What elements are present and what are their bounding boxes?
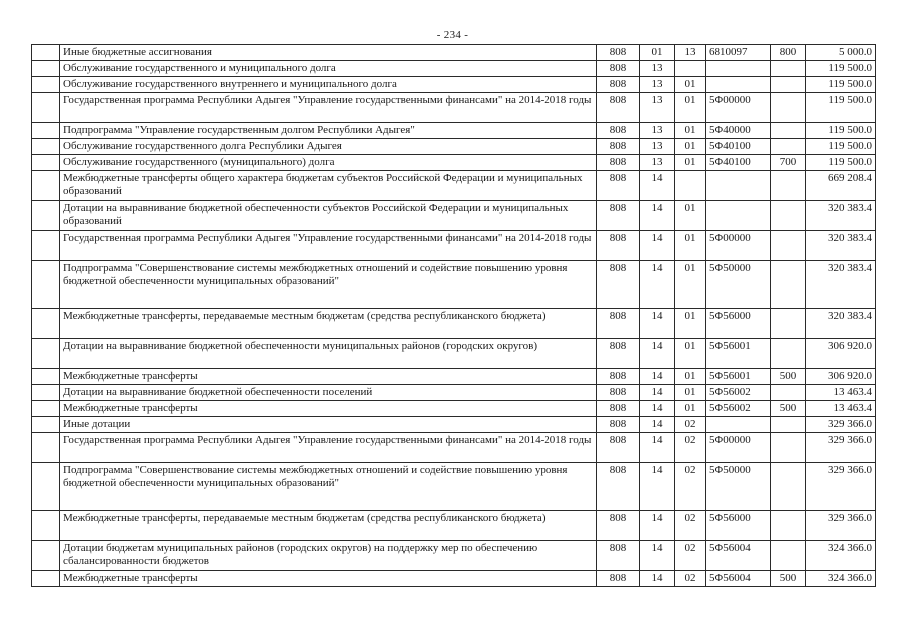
row-subsection-code: 01 — [675, 123, 706, 139]
table-row — [32, 571, 876, 587]
row-subsection-code: 02 — [675, 463, 706, 511]
row-subsection-code: 01 — [675, 139, 706, 155]
row-amount: 320 383.4 — [806, 231, 876, 261]
row-amount: 329 366.0 — [806, 463, 876, 511]
row-expense-type — [771, 433, 806, 463]
row-subsection-code: 02 — [675, 541, 706, 571]
row-target-article: 5Ф50000 — [706, 463, 771, 511]
row-number-cell — [32, 401, 60, 417]
row-expense-type — [771, 123, 806, 139]
row-section-code: 13 — [640, 139, 675, 155]
row-target-article: 5Ф56004 — [706, 571, 771, 587]
row-section-code: 13 — [640, 61, 675, 77]
row-section-code: 14 — [640, 201, 675, 231]
row-name: Межбюджетные трансферты — [60, 369, 597, 385]
table-row — [32, 139, 876, 155]
table-row — [32, 417, 876, 433]
row-target-article — [706, 171, 771, 201]
table-row — [32, 45, 876, 61]
row-ved-code: 808 — [597, 339, 640, 369]
row-expense-type — [771, 201, 806, 231]
row-expense-type — [771, 261, 806, 309]
row-amount: 320 383.4 — [806, 201, 876, 231]
row-name: Государственная программа Республики Адыгея "Управление государственными финансами" на 2014-2018 годы — [60, 93, 597, 123]
row-name: Межбюджетные трансферты общего характера бюджетам субъектов Российской Федерации и муниципальных образований — [60, 171, 597, 201]
row-section-code: 14 — [640, 511, 675, 541]
row-number-cell — [32, 155, 60, 171]
row-expense-type — [771, 417, 806, 433]
row-name: Обслуживание государственного (муниципального) долга — [60, 155, 597, 171]
row-section-code: 01 — [640, 45, 675, 61]
row-ved-code: 808 — [597, 61, 640, 77]
row-subsection-code: 02 — [675, 417, 706, 433]
row-target-article: 5Ф50000 — [706, 261, 771, 309]
row-expense-type: 700 — [771, 155, 806, 171]
row-section-code: 14 — [640, 433, 675, 463]
row-ved-code: 808 — [597, 45, 640, 61]
row-ved-code: 808 — [597, 77, 640, 93]
row-expense-type — [771, 385, 806, 401]
row-section-code: 14 — [640, 339, 675, 369]
table-row — [32, 155, 876, 171]
row-section-code: 14 — [640, 261, 675, 309]
row-target-article: 5Ф56001 — [706, 339, 771, 369]
row-ved-code: 808 — [597, 369, 640, 385]
row-ved-code: 808 — [597, 463, 640, 511]
table-row — [32, 201, 876, 231]
table-row — [32, 261, 876, 309]
row-subsection-code: 01 — [675, 155, 706, 171]
row-name: Межбюджетные трансферты, передаваемые местным бюджетам (средства республиканского бюджета) — [60, 309, 597, 339]
row-target-article: 5Ф40100 — [706, 155, 771, 171]
row-target-article — [706, 417, 771, 433]
row-name: Дотации на выравнивание бюджетной обеспеченности поселений — [60, 385, 597, 401]
table-row — [32, 433, 876, 463]
row-target-article: 5Ф40100 — [706, 139, 771, 155]
row-expense-type: 500 — [771, 369, 806, 385]
row-target-article — [706, 201, 771, 231]
table-row — [32, 123, 876, 139]
row-ved-code: 808 — [597, 401, 640, 417]
row-target-article: 6810097 — [706, 45, 771, 61]
row-number-cell — [32, 231, 60, 261]
row-subsection-code: 01 — [675, 401, 706, 417]
row-target-article — [706, 61, 771, 77]
row-name: Подпрограмма "Управление государственным долгом Республики Адыгея" — [60, 123, 597, 139]
row-name: Дотации на выравнивание бюджетной обеспеченности субъектов Российской Федерации и муниципальных образований — [60, 201, 597, 231]
row-expense-type — [771, 511, 806, 541]
table-row — [32, 385, 876, 401]
row-name: Обслуживание государственного и муниципального долга — [60, 61, 597, 77]
table-row — [32, 77, 876, 93]
row-ved-code: 808 — [597, 571, 640, 587]
row-ved-code: 808 — [597, 201, 640, 231]
row-expense-type — [771, 77, 806, 93]
row-amount: 324 366.0 — [806, 571, 876, 587]
row-ved-code: 808 — [597, 541, 640, 571]
row-number-cell — [32, 571, 60, 587]
row-subsection-code: 01 — [675, 385, 706, 401]
table-row — [32, 93, 876, 123]
row-amount: 13 463.4 — [806, 401, 876, 417]
row-section-code: 14 — [640, 463, 675, 511]
row-subsection-code: 01 — [675, 309, 706, 339]
row-name: Обслуживание государственного внутреннего и муниципального долга — [60, 77, 597, 93]
row-section-code: 14 — [640, 171, 675, 201]
row-section-code: 14 — [640, 385, 675, 401]
row-expense-type — [771, 339, 806, 369]
row-subsection-code: 01 — [675, 201, 706, 231]
row-name: Межбюджетные трансферты, передаваемые местным бюджетам (средства республиканского бюджета) — [60, 511, 597, 541]
table-row — [32, 511, 876, 541]
table-row — [32, 231, 876, 261]
row-amount: 5 000.0 — [806, 45, 876, 61]
row-target-article — [706, 77, 771, 93]
row-subsection-code: 01 — [675, 369, 706, 385]
table-row — [32, 309, 876, 339]
row-section-code: 14 — [640, 231, 675, 261]
table-row — [32, 339, 876, 369]
row-target-article: 5Ф56002 — [706, 401, 771, 417]
row-number-cell — [32, 201, 60, 231]
row-section-code: 13 — [640, 77, 675, 93]
row-amount: 119 500.0 — [806, 93, 876, 123]
table-row — [32, 369, 876, 385]
row-expense-type — [771, 93, 806, 123]
row-number-cell — [32, 385, 60, 401]
row-expense-type — [771, 541, 806, 571]
row-name: Подпрограмма "Совершенствование системы межбюджетных отношений и содействие повышению уровня бюджетной обеспеченности муниципальных образований" — [60, 261, 597, 309]
row-name: Иные бюджетные ассигнования — [60, 45, 597, 61]
row-number-cell — [32, 309, 60, 339]
row-expense-type: 500 — [771, 571, 806, 587]
row-number-cell — [32, 77, 60, 93]
row-expense-type — [771, 231, 806, 261]
table-row — [32, 401, 876, 417]
row-subsection-code: 13 — [675, 45, 706, 61]
row-name: Обслуживание государственного долга Республики Адыгея — [60, 139, 597, 155]
row-amount: 119 500.0 — [806, 123, 876, 139]
row-section-code: 14 — [640, 401, 675, 417]
row-amount: 306 920.0 — [806, 339, 876, 369]
row-amount: 13 463.4 — [806, 385, 876, 401]
row-target-article: 5Ф56000 — [706, 309, 771, 339]
row-ved-code: 808 — [597, 261, 640, 309]
row-section-code: 13 — [640, 123, 675, 139]
row-target-article: 5Ф00000 — [706, 231, 771, 261]
row-number-cell — [32, 139, 60, 155]
row-amount: 320 383.4 — [806, 309, 876, 339]
table-row — [32, 541, 876, 571]
row-name: Подпрограмма "Совершенствование системы межбюджетных отношений и содействие повышению уровня бюджетной обеспеченности муниципальных образований" — [60, 463, 597, 511]
row-number-cell — [32, 93, 60, 123]
table-row — [32, 171, 876, 201]
row-number-cell — [32, 463, 60, 511]
row-ved-code: 808 — [597, 309, 640, 339]
row-number-cell — [32, 45, 60, 61]
row-target-article: 5Ф56000 — [706, 511, 771, 541]
row-target-article: 5Ф56001 — [706, 369, 771, 385]
row-amount: 329 366.0 — [806, 433, 876, 463]
row-amount: 119 500.0 — [806, 77, 876, 93]
row-amount: 329 366.0 — [806, 417, 876, 433]
row-target-article: 5Ф00000 — [706, 93, 771, 123]
budget-table — [31, 44, 876, 587]
row-expense-type: 500 — [771, 401, 806, 417]
row-section-code: 14 — [640, 309, 675, 339]
row-subsection-code: 01 — [675, 93, 706, 123]
row-subsection-code: 01 — [675, 339, 706, 369]
row-expense-type: 800 — [771, 45, 806, 61]
row-ved-code: 808 — [597, 93, 640, 123]
row-number-cell — [32, 433, 60, 463]
row-target-article: 5Ф00000 — [706, 433, 771, 463]
row-section-code: 13 — [640, 93, 675, 123]
row-subsection-code: 02 — [675, 571, 706, 587]
row-number-cell — [32, 171, 60, 201]
row-number-cell — [32, 541, 60, 571]
row-ved-code: 808 — [597, 155, 640, 171]
row-subsection-code: 02 — [675, 433, 706, 463]
row-name: Дотации на выравнивание бюджетной обеспеченности муниципальных районов (городских округов) — [60, 339, 597, 369]
row-name: Иные дотации — [60, 417, 597, 433]
row-name: Дотации бюджетам муниципальных районов (городских округов) на поддержку мер по обеспечению сбалансированности бюджетов — [60, 541, 597, 571]
row-expense-type — [771, 139, 806, 155]
row-number-cell — [32, 261, 60, 309]
row-subsection-code — [675, 61, 706, 77]
row-ved-code: 808 — [597, 123, 640, 139]
row-section-code: 13 — [640, 155, 675, 171]
row-amount: 119 500.0 — [806, 139, 876, 155]
row-number-cell — [32, 417, 60, 433]
table-row — [32, 463, 876, 511]
row-number-cell — [32, 369, 60, 385]
row-number-cell — [32, 339, 60, 369]
row-subsection-code: 01 — [675, 231, 706, 261]
row-section-code: 14 — [640, 541, 675, 571]
row-amount: 324 366.0 — [806, 541, 876, 571]
row-amount: 329 366.0 — [806, 511, 876, 541]
row-amount: 320 383.4 — [806, 261, 876, 309]
row-ved-code: 808 — [597, 417, 640, 433]
row-expense-type — [771, 463, 806, 511]
row-ved-code: 808 — [597, 171, 640, 201]
row-target-article: 5Ф40000 — [706, 123, 771, 139]
row-name: Межбюджетные трансферты — [60, 401, 597, 417]
row-ved-code: 808 — [597, 139, 640, 155]
row-subsection-code: 01 — [675, 77, 706, 93]
row-ved-code: 808 — [597, 231, 640, 261]
row-ved-code: 808 — [597, 385, 640, 401]
row-number-cell — [32, 61, 60, 77]
row-target-article: 5Ф56002 — [706, 385, 771, 401]
row-subsection-code — [675, 171, 706, 201]
row-section-code: 14 — [640, 417, 675, 433]
row-name: Государственная программа Республики Адыгея "Управление государственными финансами" на 2014-2018 годы — [60, 433, 597, 463]
row-target-article: 5Ф56004 — [706, 541, 771, 571]
row-section-code: 14 — [640, 369, 675, 385]
row-expense-type — [771, 171, 806, 201]
row-amount: 669 208.4 — [806, 171, 876, 201]
row-section-code: 14 — [640, 571, 675, 587]
row-name: Межбюджетные трансферты — [60, 571, 597, 587]
row-number-cell — [32, 123, 60, 139]
page-number: - 234 - — [436, 29, 469, 41]
row-name: Государственная программа Республики Адыгея "Управление государственными финансами" на 2014-2018 годы — [60, 231, 597, 261]
row-expense-type — [771, 309, 806, 339]
row-subsection-code: 01 — [675, 261, 706, 309]
row-subsection-code: 02 — [675, 511, 706, 541]
table-row — [32, 61, 876, 77]
row-amount: 306 920.0 — [806, 369, 876, 385]
row-expense-type — [771, 61, 806, 77]
row-ved-code: 808 — [597, 511, 640, 541]
row-amount: 119 500.0 — [806, 61, 876, 77]
row-number-cell — [32, 511, 60, 541]
row-ved-code: 808 — [597, 433, 640, 463]
row-amount: 119 500.0 — [806, 155, 876, 171]
